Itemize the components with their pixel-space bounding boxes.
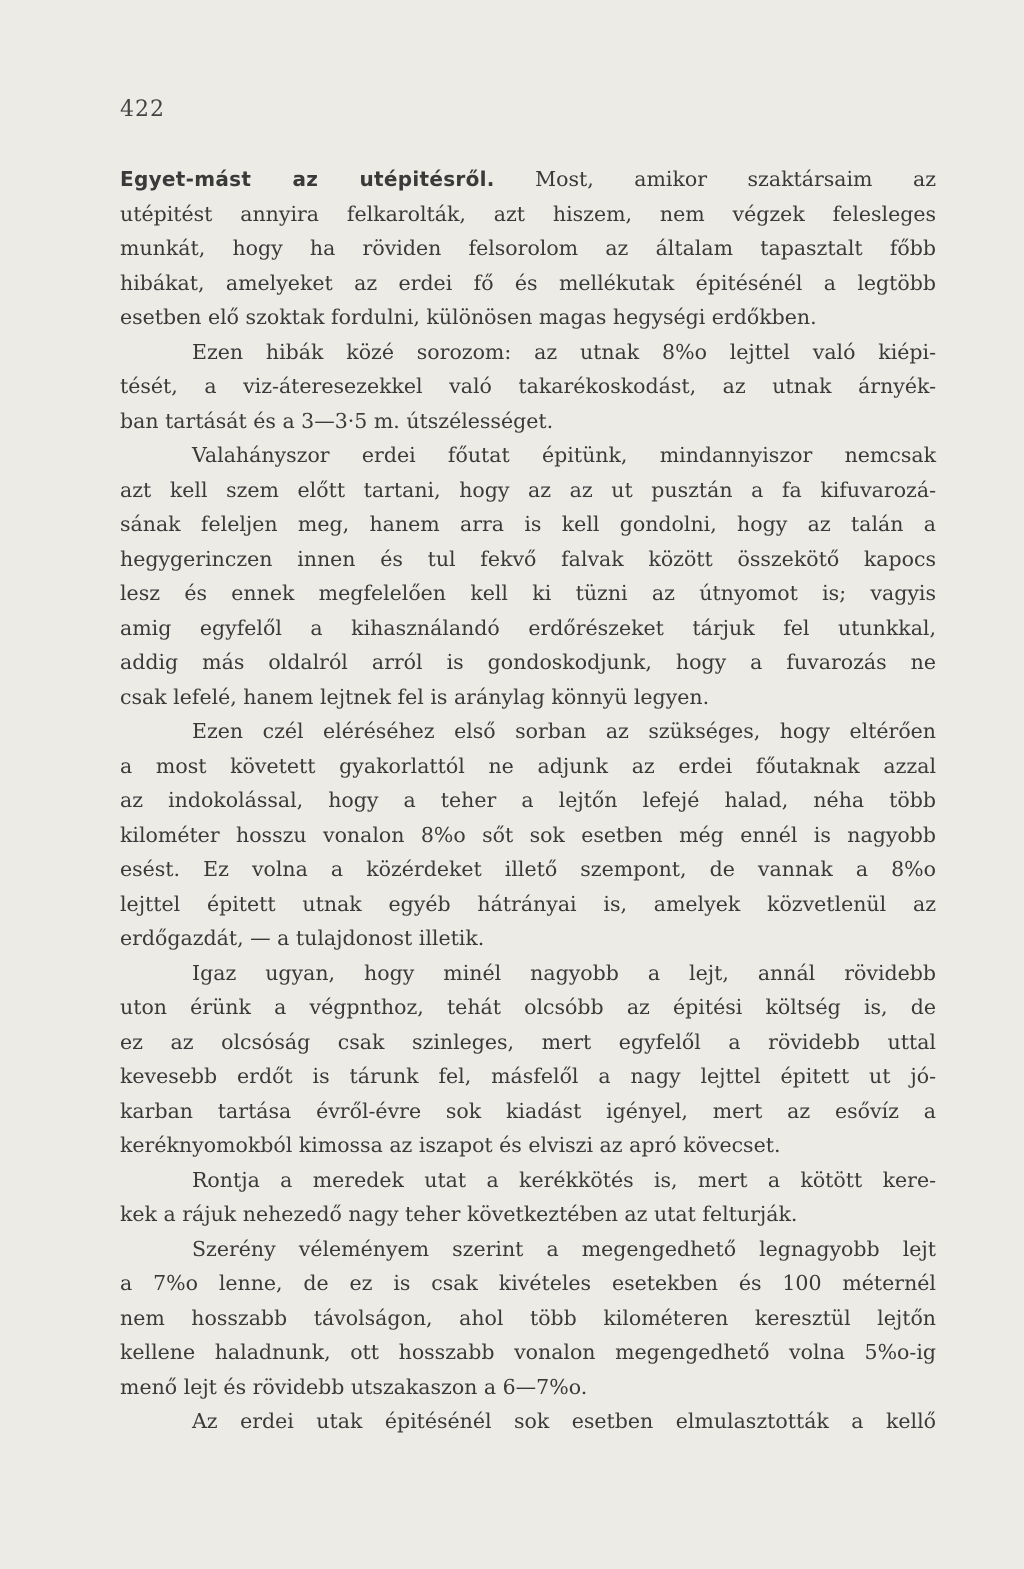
text-line: Rontja a meredek utat a kerékkötés is, mert a kötött kere-: [192, 1167, 936, 1192]
text-line: tését, a viz-áteresezekkel való takarékoskodást, az utnak árnyék-: [120, 374, 936, 398]
article-body: [120, 162, 936, 1439]
text-line: Az erdei utak épitésénél sok esetben elmulasztották a kellő: [192, 1409, 936, 1433]
text-line: Ezen czél eléréséhez első sorban az szükséges, hogy eltérően: [192, 719, 936, 743]
text-line: esést. Ez volna a közérdeket illető szempont, de vannak a 8%o: [120, 857, 936, 881]
text-line: kek a rájuk nehezedő nagy teher következtében az utat felturják.: [120, 1202, 798, 1226]
text-line: utépitést annyira felkarolták, azt hiszem, nem végzek felesleges: [120, 201, 936, 226]
text-line: uton érünk a végpnthoz, tehát olcsóbb az épitési költség is, de: [120, 995, 936, 1019]
text-line: a 7%o lenne, de ez is csak kivételes esetekben és 100 méternél: [120, 1271, 936, 1295]
text-line: lejttel épitett utnak egyéb hátrányai is, amelyek közvetlenül az: [120, 891, 936, 916]
text-line: keréknyomokból kimossa az iszapot és elviszi az apró kövecset.: [120, 1133, 781, 1157]
page-number: 422: [120, 97, 165, 122]
text-line: nem hosszabb távolságon, ahol több kilométeren keresztül lejtőn: [120, 1305, 936, 1330]
text-line: azt kell szem előtt tartani, hogy az az ut pusztán a fa kifuvarozá-: [120, 477, 936, 502]
text-line: Egyet-mást az utépitésről. Most, amikor szaktársaim az: [120, 167, 936, 191]
text-line: hegygerinczen innen és tul fekvő falvak között összekötő kapocs: [120, 546, 936, 571]
text-line: az indokolással, hogy a teher a lejtőn lefejé halad, néha több: [120, 788, 936, 812]
text-line: munkát, hogy ha röviden felsorolom az általam tapasztalt főbb: [120, 236, 936, 260]
text-line: menő lejt és rövidebb utszakaszon a 6—7%o.: [120, 1374, 588, 1399]
text-line: lesz és ennek megfelelően kell ki tüzni az útnyomot is; vagyis: [120, 581, 936, 605]
text-line: kellene haladnunk, ott hosszabb vonalon megengedhető volna 5%o-ig: [120, 1340, 936, 1364]
text-line: addig más oldalról arról is gondoskodjunk, hogy a fuvarozás ne: [120, 650, 936, 674]
text-line: csak lefelé, hanem lejtnek fel is aránylag könnyü legyen.: [120, 684, 710, 709]
text-line: kilométer hosszu vonalon 8%o sőt sok esetben még ennél is nagyobb: [120, 822, 936, 847]
text-line: kevesebb erdőt is tárunk fel, másfelől a nagy lejttel épitett ut jó-: [120, 1064, 936, 1088]
text-line: erdőgazdát, — a tulajdonost illetik.: [120, 926, 485, 950]
article-heading: Egyet-mást az utépitésről.: [120, 167, 495, 191]
text-line: ban tartását és a 3—3·5 m. útszélességet.: [120, 408, 554, 433]
text-line: ez az olcsóság csak szinleges, mert egyfelől a rövidebb uttal: [120, 1029, 936, 1054]
text-line: Igaz ugyan, hogy minél nagyobb a lejt, annál rövidebb: [192, 960, 936, 985]
text-line: amig egyfelől a kihasználandó erdőrészeket tárjuk fel utunkkal,: [120, 615, 936, 640]
text-line: hibákat, amelyeket az erdei fő és mellékutak épitésénél a legtöbb: [120, 270, 936, 295]
text-line: sának feleljen meg, hanem arra is kell gondolni, hogy az talán a: [120, 512, 936, 536]
text-line: esetben elő szoktak fordulni, különösen magas hegységi erdőkben.: [120, 305, 817, 329]
text-line: Valahányszor erdei főutat épitünk, mindannyiszor nemcsak: [192, 443, 936, 467]
text-line: Szerény véleményem szerint a megengedhető legnagyobb lejt: [192, 1236, 936, 1261]
text-line: Ezen hibák közé sorozom: az utnak 8%o lejttel való kiépi-: [192, 339, 936, 364]
text-line: a most követett gyakorlattól ne adjunk az erdei főutaknak azzal: [120, 753, 936, 778]
text-line: karban tartása évről-évre sok kiadást igényel, mert az esővíz a: [120, 1098, 936, 1123]
